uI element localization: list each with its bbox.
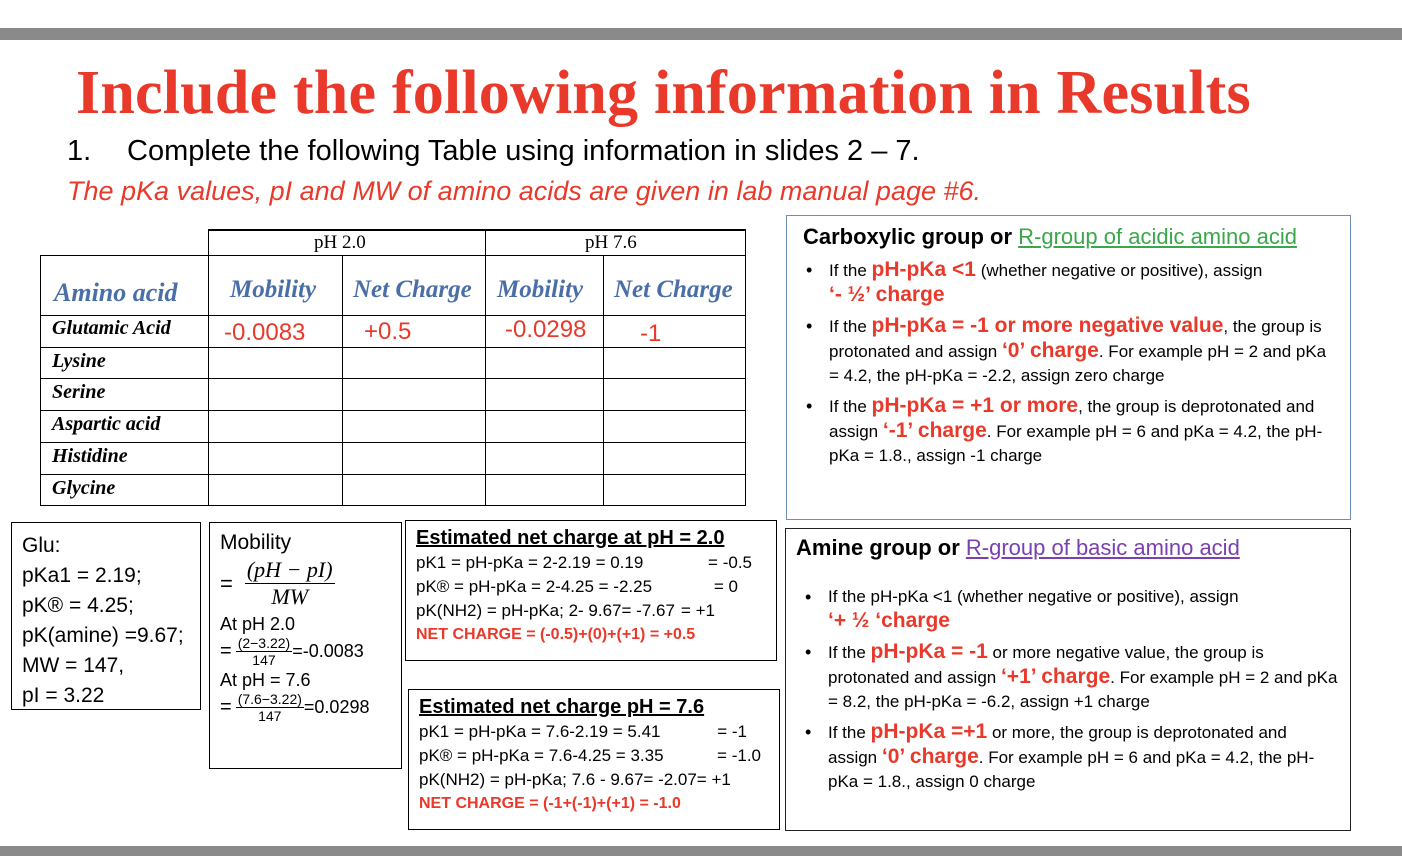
mobility-label: Mobility: [220, 531, 292, 554]
acidic-r-group-link[interactable]: R-group of acidic amino acid: [1018, 224, 1297, 249]
mobility-ph76-label: At pH = 7.6: [220, 670, 311, 690]
col-header-amino-acid: Amino acid: [54, 278, 178, 307]
amine-bullet-3: • If the pH-pKa =+1 or more, the group is deprotonated and assign ‘0’ charge. For example pH = 6 and pKa = 4.2, the pH-pKa = 1.8., assign 0 charge: [796, 720, 1340, 794]
instruction-number: 1.: [67, 135, 92, 167]
ph-header-2: pH 2.0: [314, 232, 366, 253]
basic-r-group-link[interactable]: R-group of basic amino acid: [965, 535, 1240, 560]
mobility-ph76-num: (7.6−3.22): [237, 691, 302, 707]
est-ph76-line1-result: = -1: [717, 722, 747, 741]
row-label-aspartic-acid: Aspartic acid: [52, 413, 161, 435]
est-net-charge-ph76-box: [408, 689, 780, 830]
mobility-ph2-result: =-0.0083: [292, 641, 364, 661]
instruction: [67, 135, 920, 168]
glu-pi: pI = 3.22: [22, 684, 105, 707]
est-ph2-line3-result: = +1: [680, 601, 715, 620]
ph-header-76: pH 7.6: [585, 232, 637, 253]
mobility-formula-den: MW: [271, 584, 309, 609]
cell-glu-net-charge-ph2: +0.5: [364, 318, 412, 345]
est-ph2-line2: pK® = pH-pKa = 2-4.25 = -2.25: [416, 577, 653, 596]
est-ph2-line3: pK(NH2) = pH-pKa; 2- 9.67= -7.67: [416, 601, 675, 620]
est-net-charge-ph2-box: [405, 520, 777, 661]
mobility-ph2-frac: [236, 635, 293, 668]
col-header-mobility-ph2: Mobility: [230, 276, 317, 303]
mobility-formula: [245, 557, 335, 610]
est-ph2-line1-result: = -0.5: [708, 553, 752, 572]
carboxylic-title-text: Carboxylic group or: [803, 224, 1019, 249]
est-ph2-title: Estimated net charge at pH = 2.0: [416, 527, 725, 549]
amine-bullet-1: • If the pH-pKa <1 (whether negative or positive), assign ‘+ ½ ‘charge: [796, 585, 1340, 634]
carboxylic-title: [803, 224, 1340, 250]
carboxylic-bullet-2: • If the pH-pKa = -1 or more negative value, the group is protonated and assign ‘0’ charge. For example pH = 2 and pKa = 4.2, the pH-pKa = -2.2, assign zero charge: [797, 314, 1340, 388]
mobility-ph2-label: At pH 2.0: [220, 614, 296, 634]
row-label-histidine: Histidine: [52, 445, 128, 467]
carboxylic-bullet-1: • If the pH-pKa <1 (whether negative or positive), assign ‘- ½’ charge: [797, 258, 1340, 308]
lab-manual-note: The pKa values, pI and MW of amino acids are given in lab manual page #6.: [67, 176, 982, 206]
est-ph76-line3: pK(NH2) = pH-pKa; 7.6 - 9.67= -2.07= +1: [419, 770, 731, 789]
mobility-ph2-num: (2−3.22): [237, 635, 291, 651]
bottom-border-bar: [0, 846, 1402, 856]
est-ph76-title: Estimated net charge pH = 7.6: [419, 696, 705, 718]
amine-title: [796, 535, 1340, 561]
col-header-mobility-ph76: Mobility: [497, 276, 584, 303]
est-ph76-net-charge: NET CHARGE = (-1+(-1)+(+1) = -1.0: [419, 795, 681, 812]
mobility-ph76-frac: [236, 691, 304, 724]
glu-pka1: pKa1 = 2.19;: [22, 564, 142, 587]
est-ph2-line1: pK1 = pH-pKa = 2-2.19 = 0.19: [416, 553, 644, 572]
row-label-glycine: Glycine: [52, 477, 116, 499]
cell-glu-mobility-ph76: -0.0298: [505, 316, 587, 343]
instruction-text: Complete the following Table using information in slides 2 – 7.: [127, 135, 920, 167]
row-label-lysine: Lysine: [52, 350, 106, 372]
est-ph76-line1: pK1 = pH-pKa = 7.6-2.19 = 5.41: [419, 722, 661, 741]
amine-bullet-2: • If the pH-pKa = -1 or more negative value, the group is protonated and assign ‘+1’ charge. For example pH = 2 and pKa = 8.2, the pH-pKa = -6.2, assign +1 charge: [796, 640, 1340, 714]
est-ph2-net-charge: NET CHARGE = (-0.5)+(0)+(+1) = +0.5: [416, 626, 696, 643]
carboxylic-group-box: [786, 215, 1351, 520]
col-header-net-charge-ph2: Net Charge: [353, 276, 472, 303]
amine-title-text: Amine group or: [796, 535, 966, 560]
row-label-glutamic-acid: Glutamic Acid: [52, 317, 171, 339]
mobility-formula-num: (pH − pI): [246, 557, 333, 582]
col-header-net-charge-ph76: Net Charge: [614, 276, 733, 303]
glu-line: Glu:: [22, 534, 61, 557]
mobility-calc-box: Mobility = $\frac{(pH - pI)}{MW}$ At pH 2.0 = $\frac{(2-3.22)}{147}$ =-0.0083 At pH = 7.6 = $\frac{(7.6-3.22)}{147}$ =0.0298: [209, 522, 402, 769]
glu-constants-box: [11, 522, 201, 710]
mobility-ph2-den: 147: [252, 652, 276, 668]
top-border-bar: [0, 28, 1402, 40]
row-label-serine: Serine: [52, 381, 106, 403]
glu-mw: MW = 147,: [22, 654, 125, 677]
est-ph2-line2-result: = 0: [713, 577, 738, 596]
mobility-ph76-den: 147: [258, 708, 282, 724]
glu-pk-amine: pK(amine) =9.67;: [22, 624, 184, 647]
mobility-eq: =: [220, 570, 233, 596]
carboxylic-bullet-3: • If the pH-pKa = +1 or more, the group is deprotonated and assign ‘-1’ charge. For example pH = 6 and pKa = 4.2, the pH-pKa = 1.8., assign -1 charge: [797, 394, 1340, 468]
est-ph76-line2-result: = -1.0: [717, 746, 761, 765]
est-ph76-line2: pK® = pH-pKa = 7.6-4.25 = 3.35: [419, 746, 664, 765]
glu-pkr: pK® = 4.25;: [22, 594, 134, 617]
slide-title: Include the following information in Results: [76, 59, 1251, 127]
mobility-ph76-result: =0.0298: [303, 697, 370, 717]
cell-glu-mobility-ph2: -0.0083: [224, 319, 306, 346]
amine-group-box: [785, 528, 1351, 831]
cell-glu-net-charge-ph76: -1: [640, 320, 662, 347]
